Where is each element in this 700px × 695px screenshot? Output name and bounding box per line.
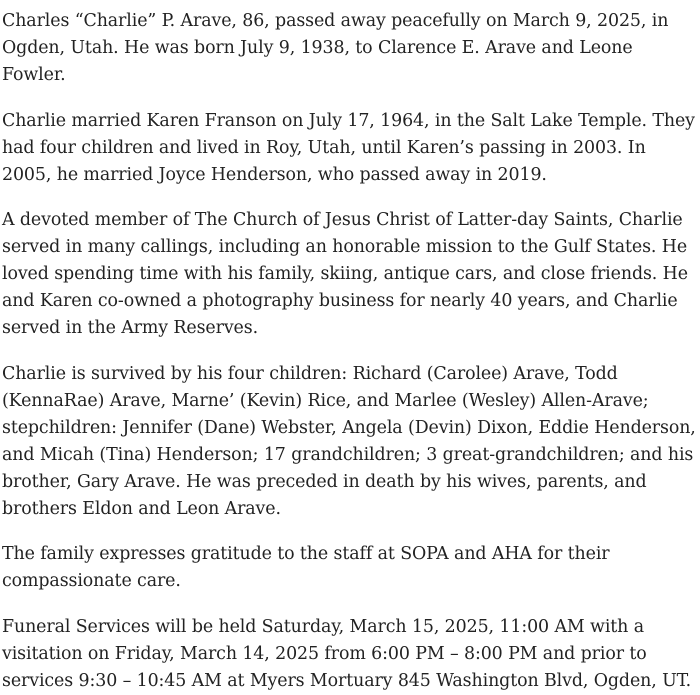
paragraph-intro: Charles “Charlie” P. Arave, 86, passed away peacefully on March 9, 2025, in Ogden, Utah. He was born July 9, 1938, to Clarence E. Arave and Leone Fowler. — [2, 11, 669, 85]
paragraph-life: A devoted member of The Church of Jesus Christ of Latter-day Saints, Charlie served in many callings, including an honorable mission to the Gulf States. He loved spending time with his family, skiing, antique cars, and close friends. He and Karen co-owned a photography business for nearly 40 years, and Charlie served in the Army Reserves. — [2, 210, 688, 338]
paragraph-survivors: Charlie is survived by his four children: Richard (Carolee) Arave, Todd (KennaRae) Arave, Marne’ (Kevin) Rice, and Marlee (Wesley) Allen-Arave; stepchildren: Jennifer (Dane) Webster, Angela (Devin) Dixon, Eddie Henderson, and Micah (Tina) Henderson; 17 grandchildren; 3 great-grandchildren; and his brother, Gary Arave. He was preceded in death by his wives, parents, and brothers Eldon and Leon Arave. — [2, 363, 696, 519]
paragraph-services: Funeral Services will be held Saturday, March 15, 2025, 11:00 AM with a visitation on Friday, March 14, 2025 from 6:00 PM – 8:00 PM and prior to services 9:30 – 10:45 AM at Myers Mortuary 845 Washington Blvd, Ogden, UT. — [2, 616, 692, 691]
paragraph-gratitude: The family expresses gratitude to the staff at SOPA and AHA for their compassionate care. — [2, 544, 610, 591]
paragraph-marriage: Charlie married Karen Franson on July 17, 1964, in the Salt Lake Temple. They had four children and lived in Roy, Utah, until Karen’s passing in 2003. In 2005, he married Joyce Henderson, who passed away in 2019. — [2, 110, 695, 185]
